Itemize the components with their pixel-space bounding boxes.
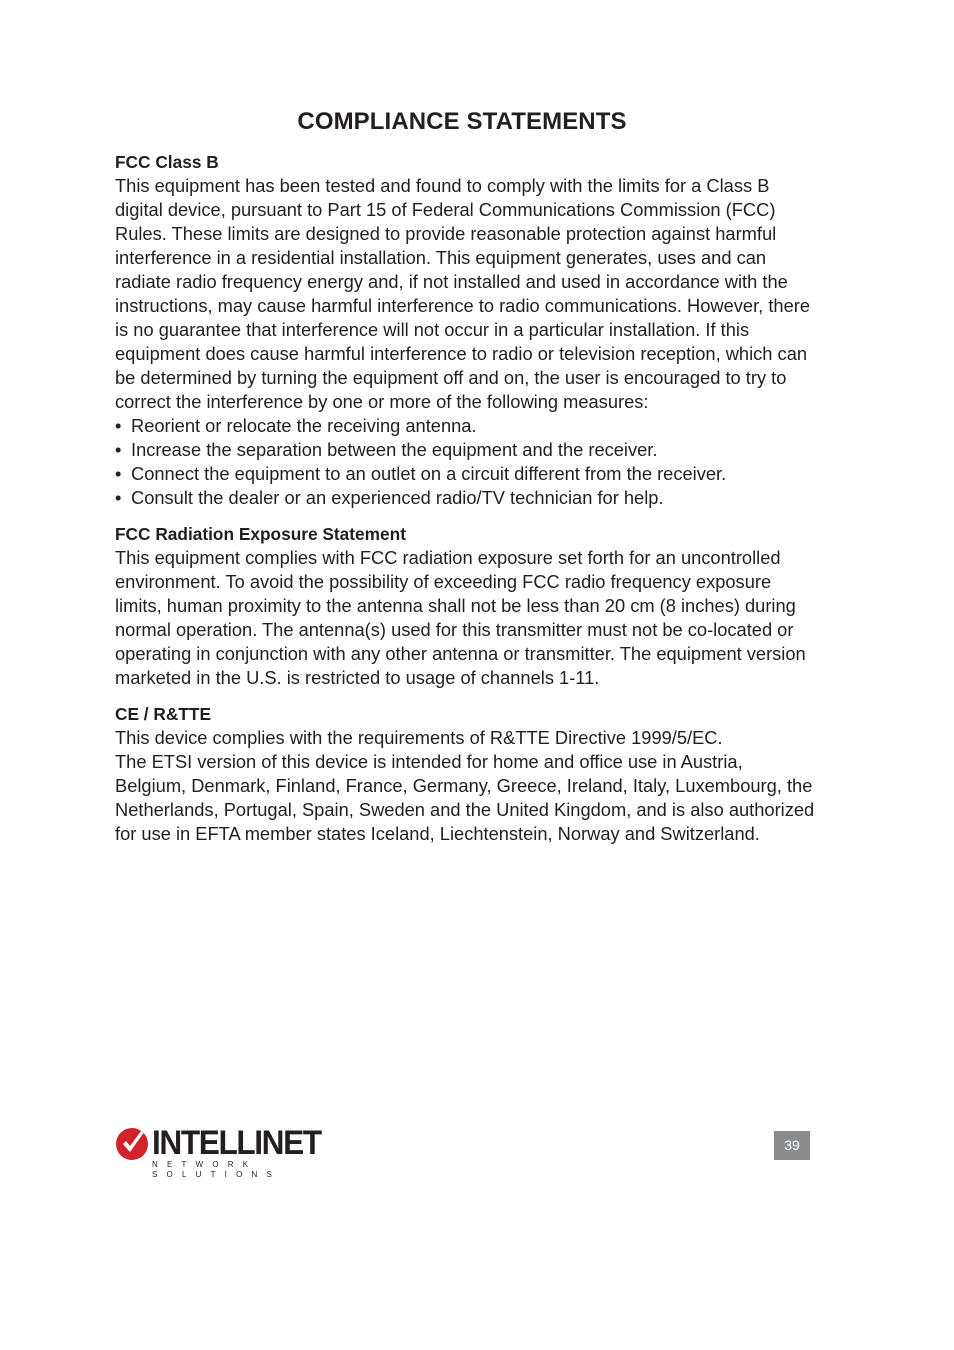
bullet-icon: •	[115, 463, 122, 484]
document-body	[115, 150, 815, 858]
paragraph: This equipment complies with FCC radiation exposure set forth for an uncontrolled environment. To avoid the possibility of exceeding FCC radio frequency exposure limits, human proximity to the antenna shall not be less than 20 cm (8 inches) during normal operation. The antenna(s) used for this transmitter must not be co-located or operating in conjunction with any other antenna or transmitter. The equipment version marketed in the U.S. is restricted to usage of channels 1-11.	[115, 547, 806, 688]
paragraph: This equipment has been tested and found to comply with the limits for a Class B digital device, pursuant to Part 15 of Federal Communications Commission (FCC) Rules. These limits are designed to provide reasonable protection against harmful interference in a residential installation. This equipment generates, uses and can radiate radio frequency energy and, if not installed and used in accordance with the instructions, may cause harmful interference to radio communications. However, there is no guarantee that interference will not occur in a particular installation. If this equipment does cause harmful interference to radio or television reception, which can be determined by turning the equipment off and on, the user is encouraged to try to correct the interference by one or more of the following measures:	[115, 175, 810, 412]
bullet-icon: •	[115, 487, 122, 508]
list-item: • Reorient or relocate the receiving antenna.	[115, 415, 477, 436]
list-item: • Consult the dealer or an experienced radio/TV technician for help.	[115, 487, 664, 508]
section-heading: FCC Class B	[115, 152, 219, 172]
section-fcc-radiation	[115, 522, 815, 690]
section-heading: CE / R&TTE	[115, 704, 212, 724]
section-ce-rtte	[115, 702, 815, 846]
page-title: COMPLIANCE STATEMENTS	[297, 108, 627, 135]
section-fcc-class-b	[115, 150, 815, 510]
bullet-icon: •	[115, 439, 122, 460]
paragraph: The ETSI version of this device is intended for home and office use in Austria, Belgium, Denmark, Finland, France, Germany, Greece, Ireland, Italy, Luxembourg, the Netherlands, Portugal, Spain, Sweden and the United Kingdom, and is also authorized for use in EFTA member states Iceland, Liechtenstein, Norway and Switzerland.	[115, 751, 815, 844]
checkmark-logo-icon	[114, 1124, 150, 1160]
list-item: • Connect the equipment to an outlet on a circuit different from the receiver.	[115, 463, 727, 484]
logo-tagline: NETWORK SOLUTIONS	[152, 1160, 282, 1179]
list-item: • Increase the separation between the equipment and the receiver.	[115, 439, 658, 460]
bullet-icon: •	[115, 415, 122, 436]
paragraph: This device complies with the requirements of R&TTE Directive 1999/5/EC.	[115, 727, 723, 748]
logo-wordmark: INTELLINET	[152, 1124, 321, 1162]
measures-list	[115, 414, 815, 510]
page-number: 39	[774, 1131, 810, 1160]
section-heading: FCC Radiation Exposure Statement	[115, 524, 406, 544]
intellinet-logo	[114, 1124, 354, 1179]
